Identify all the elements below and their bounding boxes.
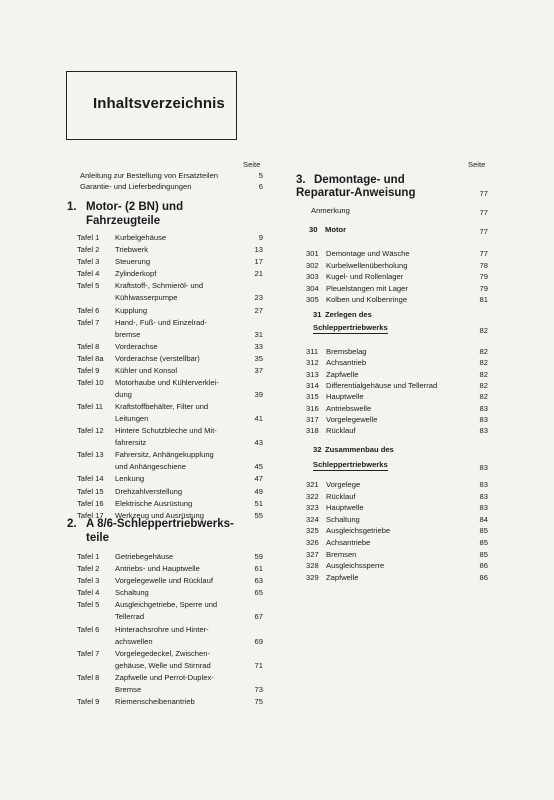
subsection-number: 32 <box>313 445 322 454</box>
page-number: 83 <box>479 426 488 436</box>
page-number: 81 <box>479 295 488 304</box>
tafel-label: Tafel 12 <box>77 426 104 436</box>
page-number: 75 <box>254 696 263 706</box>
tafel-label: Tafel 9 <box>77 365 100 375</box>
tafel-label: Tafel 4 <box>77 269 100 279</box>
entry-text: Vorderachse <box>115 341 158 351</box>
entry-text: Zapfwelle und Perrot-Duplex- <box>115 672 214 682</box>
page-number: 78 <box>479 260 488 270</box>
entry-text: Vorderachse (verstellbar) <box>115 353 200 363</box>
page-number: 61 <box>254 564 263 574</box>
item-number: 329 <box>306 572 319 582</box>
entry-text: gehäuse, Welle und Stirnrad <box>115 660 211 670</box>
page-number: 63 <box>254 576 263 586</box>
page-number: 77 <box>479 189 488 198</box>
tafel-label: Tafel 15 <box>77 486 104 496</box>
page-number: 37 <box>254 365 263 375</box>
entry-text: Ausgleichsgetriebe <box>326 526 391 536</box>
entry-text: Kugel- und Rollenlager <box>326 272 404 281</box>
item-number: 322 <box>306 491 319 501</box>
entry-text: Kupplung <box>115 305 148 315</box>
entry-text: Antriebs- und Hauptwelle <box>115 564 200 574</box>
item-number: 327 <box>306 549 319 559</box>
entry-text: Differentialgehäuse und Tellerrad <box>326 380 438 390</box>
page-number: 82 <box>479 380 488 390</box>
entry-text: Rücklauf <box>326 426 356 436</box>
subsection-number: 31 <box>313 310 322 319</box>
subsection-number: 30 <box>309 225 318 234</box>
tafel-label: Tafel 17 <box>77 510 104 520</box>
page-number: 43 <box>254 438 263 448</box>
entry-text: Kurbelwellenüberholung <box>326 260 408 270</box>
entry-text: Werkzeug und Ausrüstung <box>115 510 204 520</box>
page-number: 39 <box>254 390 263 399</box>
page-number: 83 <box>479 491 488 501</box>
entry-text: Kühlwasserpumpe <box>115 293 178 303</box>
section-heading: A 8/6-Schleppertriebwerks- <box>86 518 234 530</box>
entry-text: Leitungen <box>115 414 149 424</box>
item-number: 323 <box>306 503 319 513</box>
page-number: 79 <box>479 283 488 293</box>
page-number: 65 <box>254 588 263 598</box>
entry-text: Anmerkung <box>311 206 350 215</box>
entry-text: Zapfwelle <box>326 369 359 379</box>
tafel-label: Tafel 6 <box>77 624 100 634</box>
item-number: 303 <box>306 272 319 281</box>
page-number: 31 <box>254 329 263 339</box>
tafel-label: Tafel 2 <box>77 564 100 574</box>
tafel-label: Tafel 4 <box>77 588 100 598</box>
section-heading: Motor- (2 BN) und <box>86 201 184 213</box>
page-number: 83 <box>479 463 488 472</box>
entry-text: Schaltung <box>115 588 149 598</box>
seite-label: Seite <box>243 160 261 169</box>
entry-text: Tellerrad <box>115 612 145 622</box>
page-number: 82 <box>479 369 488 379</box>
entry-text: Kolben und Kolbenringe <box>326 295 408 304</box>
entry-text: Fahrersitz, Anhängekupplung <box>115 450 214 460</box>
page-number: 77 <box>479 249 488 258</box>
page-number: 82 <box>479 326 488 335</box>
page-number: 69 <box>254 636 263 646</box>
entry-text: Hintere Schutzbleche und Mit- <box>115 426 217 436</box>
tafel-label: Tafel 6 <box>77 305 100 315</box>
entry-text: Elektrische Ausrüstung <box>115 498 193 508</box>
item-number: 305 <box>306 295 319 304</box>
page-number: 77 <box>479 208 488 217</box>
entry-text: Vorgelegedeckel, Zwischen- <box>115 648 210 658</box>
intro-entry: Garantie- und Lieferbedingungen <box>80 181 192 191</box>
page-number: 82 <box>479 347 488 356</box>
page-number: 49 <box>254 486 263 496</box>
page-number: 59 <box>254 552 263 561</box>
tafel-label: Tafel 14 <box>77 474 104 484</box>
entry-text: Hauptwelle <box>326 503 364 513</box>
page-title: Inhaltsverzeichnis <box>93 95 225 112</box>
tafel-label: Tafel 3 <box>77 576 100 586</box>
tafel-label: Tafel 1 <box>77 552 100 561</box>
entry-text: Vorgelege <box>326 480 361 489</box>
entry-text: Vorgelegewelle und Rücklauf <box>115 576 213 586</box>
tafel-label: Tafel 5 <box>77 281 100 291</box>
entry-text: und Anhängeschiene <box>115 462 186 472</box>
entry-text: Kraftstoff-, Schmieröl- und <box>115 281 204 291</box>
entry-text: Motorhaube und Kühlerverklei- <box>115 378 219 387</box>
section-number: 3. <box>296 174 306 186</box>
entry-text: Demontage und Wäsche <box>326 249 410 258</box>
entry-text: Ausgleichssperre <box>326 561 385 571</box>
subsection-heading: Schleppertriebwerks <box>313 460 388 469</box>
page-number: 77 <box>479 227 488 236</box>
entry-text: Drehzahlverstellung <box>115 486 183 496</box>
section-number: 2. <box>67 518 77 530</box>
page-number: 67 <box>254 612 263 622</box>
entry-text: bremse <box>115 329 141 339</box>
tafel-label: Tafel 13 <box>77 450 104 460</box>
entry-text: Achsantriebe <box>326 538 371 547</box>
title-box <box>66 71 237 140</box>
entry-text: Kühler und Konsol <box>115 365 178 375</box>
page-number: 86 <box>479 561 488 571</box>
subsection-heading: Motor <box>325 225 347 234</box>
entry-text: Hinterachsrohre und Hinter- <box>115 624 209 634</box>
tafel-label: Tafel 11 <box>77 402 104 412</box>
page-number: 83 <box>479 480 488 489</box>
item-number: 301 <box>306 249 319 258</box>
page-number: 71 <box>254 660 263 670</box>
page-number: 27 <box>254 305 263 315</box>
page-number: 41 <box>254 414 263 424</box>
entry-text: Antriebswelle <box>326 403 372 413</box>
entry-text: Bremsbelag <box>326 347 367 356</box>
entry-text: Zylinderkopf <box>115 269 157 279</box>
page-number: 17 <box>254 257 263 267</box>
page-number: 83 <box>479 503 488 513</box>
tafel-label: Tafel 10 <box>77 378 104 387</box>
entry-text: Triebwerk <box>115 245 149 255</box>
page-number: 83 <box>479 414 488 424</box>
page-number: 55 <box>254 510 263 520</box>
page-number: 73 <box>254 684 263 694</box>
entry-text: Ausgleichgetriebe, Sperre und <box>115 600 218 610</box>
item-number: 326 <box>306 538 319 547</box>
item-number: 315 <box>306 392 319 402</box>
tafel-label: Tafel 16 <box>77 498 104 508</box>
entry-text: Lenkung <box>115 474 145 484</box>
entry-text: Pleuelstangen mit Lager <box>326 283 408 293</box>
page-number: 85 <box>479 538 488 547</box>
seite-label: Seite <box>468 160 486 169</box>
page-number: 85 <box>479 549 488 559</box>
page-number: 82 <box>479 358 488 368</box>
entry-text: Hand-, Fuß- und Einzelrad- <box>115 317 208 327</box>
item-number: 318 <box>306 426 319 436</box>
item-number: 317 <box>306 414 319 424</box>
subsection-heading: Zerlegen des <box>325 310 372 319</box>
entry-text: Kraftstoffbehälter, Filter und <box>115 402 209 412</box>
entry-text: fahrersitz <box>115 438 147 448</box>
section-heading: teile <box>86 532 110 544</box>
section-heading: Demontage- und <box>314 174 405 186</box>
entry-text: Achsantrieb <box>326 358 367 368</box>
entry-text: Schaltung <box>326 514 360 524</box>
item-number: 321 <box>306 480 319 489</box>
item-number: 316 <box>306 403 319 413</box>
entry-text: Zapfwelle <box>326 572 359 582</box>
page-number: 84 <box>479 514 488 524</box>
tafel-label: Tafel 2 <box>77 245 100 255</box>
tafel-label: Tafel 3 <box>77 257 100 267</box>
entry-text: dung <box>115 390 132 399</box>
tafel-label: Tafel 9 <box>77 696 100 706</box>
entry-text: Getriebegehäuse <box>115 552 174 561</box>
page-number: 79 <box>479 272 488 281</box>
item-number: 312 <box>306 358 319 368</box>
page-number: 51 <box>254 498 263 508</box>
page-number: 83 <box>479 403 488 413</box>
tafel-label: Tafel 8a <box>77 353 104 363</box>
section-heading: Fahrzeugteile <box>86 215 161 227</box>
subsection-heading: Schleppertriebwerks <box>313 323 388 332</box>
item-number: 311 <box>306 347 319 356</box>
page-number: 5 <box>258 171 263 180</box>
subsection-heading: Zusammenbau des <box>325 445 394 454</box>
item-number: 325 <box>306 526 319 536</box>
entry-text: Hauptwelle <box>326 392 364 402</box>
page-number: 35 <box>254 353 263 363</box>
intro-entry: Anleitung zur Bestellung von Ersatzteilen <box>80 171 219 180</box>
page-number: 45 <box>254 462 263 472</box>
item-number: 304 <box>306 283 319 293</box>
entry-text: Riemenscheibenantrieb <box>115 696 195 706</box>
section-heading: Reparatur-Anweisung <box>296 187 416 199</box>
page-number: 47 <box>254 474 263 484</box>
tafel-label: Tafel 1 <box>77 233 100 242</box>
page-number: 82 <box>479 392 488 402</box>
tafel-label: Tafel 8 <box>77 672 100 682</box>
tafel-label: Tafel 7 <box>77 317 100 327</box>
entry-text: Bremse <box>115 684 142 694</box>
page-number: 13 <box>254 245 263 255</box>
page-number: 85 <box>479 526 488 536</box>
page-number: 33 <box>254 341 263 351</box>
page-number: 86 <box>479 572 488 582</box>
item-number: 324 <box>306 514 319 524</box>
item-number: 314 <box>306 380 319 390</box>
item-number: 328 <box>306 561 319 571</box>
item-number: 313 <box>306 369 319 379</box>
entry-text: Steuerung <box>115 257 151 267</box>
page-number: 9 <box>258 233 263 242</box>
tafel-label: Tafel 8 <box>77 341 100 351</box>
page-number: 23 <box>254 293 263 303</box>
section-number: 1. <box>67 201 77 213</box>
page-number: 21 <box>254 269 263 279</box>
entry-text: Vorgelegewelle <box>326 414 378 424</box>
item-number: 302 <box>306 260 319 270</box>
tafel-label: Tafel 7 <box>77 648 100 658</box>
tafel-label: Tafel 5 <box>77 600 100 610</box>
entry-text: Bremsen <box>326 549 357 559</box>
entry-text: Rücklauf <box>326 491 356 501</box>
entry-text: Kurbelgehäuse <box>115 233 167 242</box>
page-number: 6 <box>258 181 263 191</box>
entry-text: achswellen <box>115 636 153 646</box>
